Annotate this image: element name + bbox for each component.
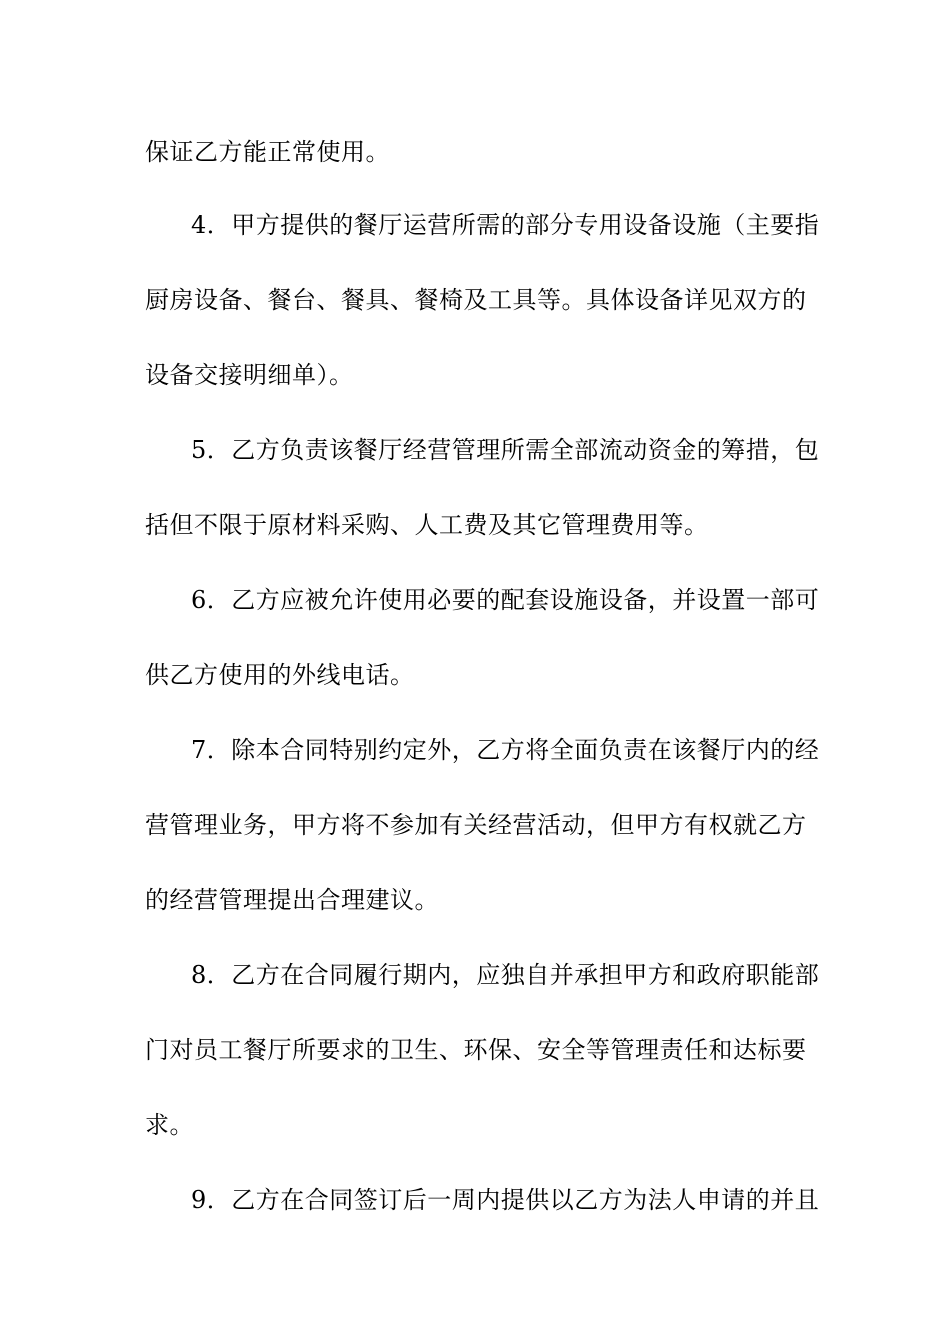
paragraph-6-line: 6．乙方应被允许使用必要的配套设施设备，并设置一部可	[191, 586, 820, 614]
text-line: 门对员工餐厅所要求的卫生、环保、安全等管理责任和达标要	[145, 1036, 807, 1064]
text-line: 设备交接明细单）。	[145, 361, 354, 389]
paragraph-7-line: 7．除本合同特别约定外，乙方将全面负责在该餐厅内的经	[191, 736, 820, 764]
paragraph-4-line: 4．甲方提供的餐厅运营所需的部分专用设备设施（主要指	[191, 211, 820, 239]
paragraph-8-line: 8．乙方在合同履行期内，应独自并承担甲方和政府职能部	[191, 961, 820, 989]
text-line: 厨房设备、餐台、餐具、餐椅及工具等。具体设备详见双方的	[145, 286, 807, 314]
paragraph-5-line: 5．乙方负责该餐厅经营管理所需全部流动资金的筹措，包	[191, 436, 820, 464]
text-line: 营管理业务，甲方将不参加有关经营活动，但甲方有权就乙方	[145, 811, 807, 839]
text-line: 求。	[145, 1111, 194, 1139]
text-line: 括但不限于原材料采购、人工费及其它管理费用等。	[145, 511, 709, 539]
paragraph-9-line: 9．乙方在合同签订后一周内提供以乙方为法人申请的并且	[191, 1186, 820, 1214]
text-line: 保证乙方能正常使用。	[145, 138, 390, 166]
text-line: 的经营管理提出合理建议。	[145, 886, 439, 914]
text-line: 供乙方使用的外线电话。	[145, 661, 415, 689]
